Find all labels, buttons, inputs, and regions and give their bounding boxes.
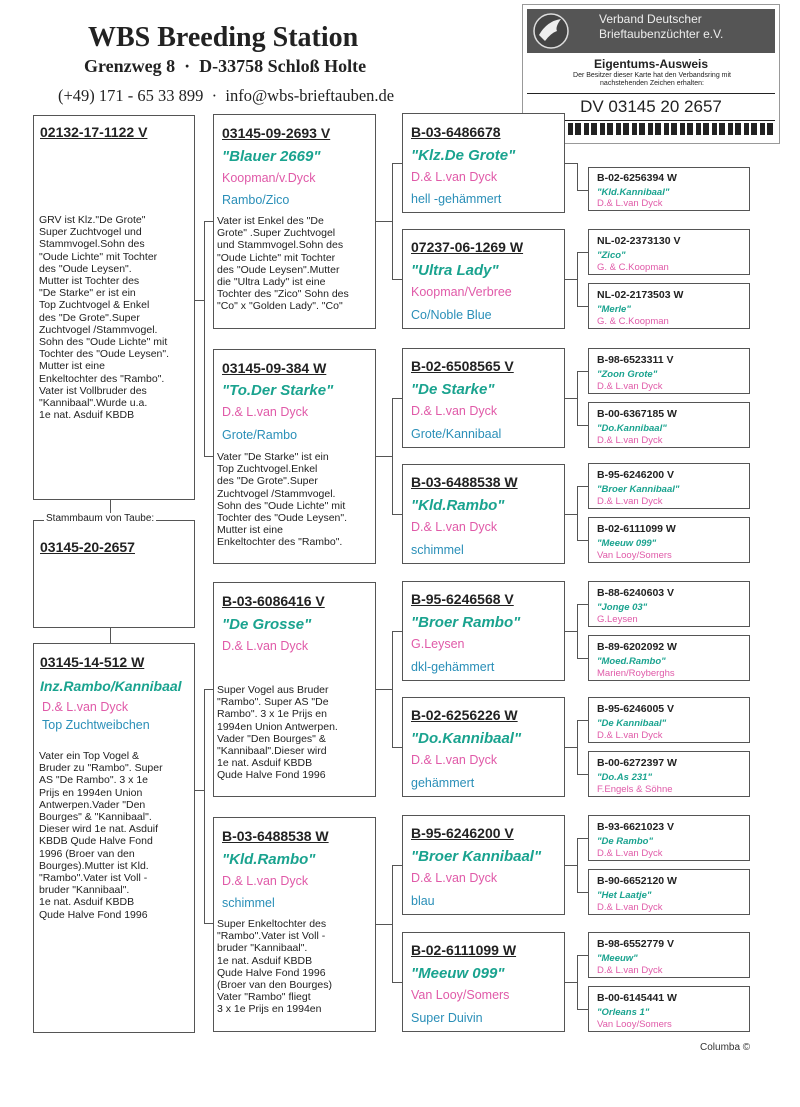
connector-line: [577, 425, 588, 426]
connector-line: [577, 892, 588, 893]
ancestor-ring: B-95-6246005 V: [597, 703, 675, 715]
ancestor-ring: B-93-6621023 V: [597, 821, 675, 833]
ancestor-box: [588, 751, 750, 797]
ancestor-name: "Meeuw 099": [597, 538, 657, 549]
connector-line: [376, 924, 392, 925]
grandparent-ring: B-03-6086416 V: [222, 593, 325, 609]
connector-line: [577, 486, 578, 541]
connector-line: [577, 955, 588, 956]
connector-line: [195, 300, 204, 301]
great-grandparent-color: Co/Noble Blue: [411, 308, 492, 322]
ancestor-breeder: F.Engels & Söhne: [597, 784, 673, 795]
connector-line: [204, 923, 213, 924]
great-grandparent-name: "Broer Kannibaal": [411, 848, 542, 865]
mother-description: Vater ein Top Vogel & Bruder zu "Rambo". Super AS "De Rambo". 3 x 1e Prijs en 1994en Union Antwerpen.Vader "Den Bourges" & "Kannibaal". Dieser wird 1e nat. Asduif KBDB Qude Halve Fond 1996 (Broer van den Bourges).Mutter ist Kld. "Rambo".Vater ist Voll - bruder "Kannibaal". 1e nat. Asduif KBDB Qude Halve Fond 1996: [39, 750, 163, 921]
mother-breeder: D.& L.van Dyck: [42, 700, 129, 714]
great-grandparent-box: [402, 348, 565, 448]
great-grandparent-color: schimmel: [411, 543, 464, 557]
great-grandparent-ring: 07237-06-1269 W: [411, 239, 524, 255]
ancestor-box: [588, 932, 750, 978]
connector-line: [577, 371, 578, 426]
mother-box: [33, 643, 195, 1033]
connector-line: [565, 163, 577, 164]
connector-line: [565, 398, 577, 399]
card-ring-number: DV 03145 20 2657: [527, 93, 775, 121]
ancestor-ring: B-02-6111099 W: [597, 523, 676, 535]
connector-line: [392, 865, 402, 866]
ancestor-box: [588, 283, 750, 329]
ancestor-breeder: G. & C.Koopman: [597, 262, 669, 273]
great-grandparent-name: "Ultra Lady": [411, 262, 499, 279]
connector-line: [577, 252, 588, 253]
grandparent-ring: 03145-09-384 W: [222, 360, 327, 376]
ancestor-breeder: D.& L.van Dyck: [597, 965, 663, 976]
ancestor-name: "Do.Kannibaal": [597, 423, 667, 434]
great-grandparent-breeder: D.& L.van Dyck: [411, 753, 498, 767]
grandparent-color: Grote/Rambo: [222, 428, 298, 442]
grandparent-breeder: D.& L.van Dyck: [222, 874, 309, 888]
ancestor-box: [588, 869, 750, 915]
subject-ring: 03145-20-2657: [40, 539, 135, 555]
great-grandparent-breeder: D.& L.van Dyck: [411, 404, 498, 418]
ancestor-name: "Zoon Grote": [597, 369, 658, 380]
ancestor-box: [588, 167, 750, 211]
ancestor-box: [588, 697, 750, 743]
connector-line: [577, 658, 588, 659]
grandparent-ring: 03145-09-2693 V: [222, 125, 331, 141]
connector-line: [577, 163, 578, 191]
ancestor-box: [588, 635, 750, 681]
great-grandparent-ring: B-95-6246200 V: [411, 825, 514, 841]
grandparent-description: Super Vogel aus Bruder "Rambo". Super AS "De Rambo". 3 x 1e Prijs en 1994en Union Antwerpen. Vader "Den Bourges" & "Kannibaal".Dieser wird 1e nat. Asduif KBDB Qude Halve Fond 1996: [217, 684, 338, 782]
connector-line: [577, 1009, 588, 1010]
great-grandparent-name: "Do.Kannibaal": [411, 730, 522, 747]
connector-line: [565, 514, 577, 515]
ancestor-name: "Orleans 1": [597, 1007, 650, 1018]
great-grandparent-ring: B-03-6486678: [411, 124, 501, 140]
great-grandparent-name: "Kld.Rambo": [411, 497, 505, 514]
connector-line: [392, 747, 402, 748]
ancestor-breeder: D.& L.van Dyck: [597, 381, 663, 392]
card-org-line2: Brieftaubenzüchter e.V.: [599, 27, 724, 41]
grandparent-breeder: D.& L.van Dyck: [222, 639, 309, 653]
card-subtitle: Der Besitzer dieser Karte hat den Verbandsring mit nachstehenden Zeichen erhalten:: [573, 72, 731, 87]
ancestor-breeder: D.& L.van Dyck: [597, 730, 663, 741]
father-description: GRV ist Klz."De Grote" Super Zuchtvogel und Stammvogel.Sohn des "Oude Lichte" mit Tochter des "Oude Leysen". Mutter ist Tochter des "De Starke" er ist ein Top Zuchtvogel & Enkel des "De Grote".Super Zuchtvogel /Stammvogel. Sohn des "Oude Lichte" mit Tochter des "Oude Leysen". Mutter ist eine Enkeltochter des "Rambo". Vater ist Vollbruder des "Kannibaal".Wurde u.a. 1e nat. Asduif KBDB: [39, 214, 170, 422]
great-grandparent-box: [402, 581, 565, 681]
great-grandparent-name: "De Starke": [411, 381, 495, 398]
great-grandparent-color: dkl-gehämmert: [411, 660, 495, 674]
ancestor-ring: NL-02-2373130 V: [597, 235, 681, 247]
ancestor-breeder: Van Looy/Somers: [597, 1019, 672, 1030]
connector-line: [392, 631, 393, 747]
subject-box: [33, 520, 195, 628]
great-grandparent-breeder: D.& L.van Dyck: [411, 871, 498, 885]
connector-line: [392, 398, 402, 399]
connector-line: [577, 838, 588, 839]
connector-line: [577, 371, 588, 372]
ancestor-name: "Moed.Rambo": [597, 656, 666, 667]
ancestor-name: "Do.As 231": [597, 772, 652, 783]
grandparent-box: [213, 114, 376, 329]
great-grandparent-color: Super Duivin: [411, 1011, 483, 1025]
ancestor-breeder: G.Leysen: [597, 614, 638, 625]
connector-line: [204, 689, 205, 924]
grandparent-box: [213, 349, 376, 564]
great-grandparent-name: "Klz.De Grote": [411, 147, 516, 164]
grandparent-name: "Kld.Rambo": [222, 851, 316, 868]
ancestor-breeder: D.& L.van Dyck: [597, 435, 663, 446]
great-grandparent-box: [402, 697, 565, 797]
grandparent-description: Vater "De Starke" ist ein Top Zuchtvogel.Enkel des "De Grote".Super Zuchtvogel /Stammvogel. Sohn des "Oude Lichte" mit Tochter des "Oude Leysen". Mutter ist eine Enkeltochter des "Rambo".: [217, 451, 348, 549]
address-line: Grenzweg 8 · D-33758 Schloß Holte: [84, 56, 367, 76]
connector-line: [565, 982, 577, 983]
ancestor-box: [588, 463, 750, 509]
mother-color: Top Zuchtweibchen: [42, 718, 150, 732]
great-grandparent-breeder: Van Looy/Somers: [411, 988, 510, 1002]
great-grandparent-ring: B-02-6256226 W: [411, 707, 518, 723]
ancestor-box: [588, 815, 750, 861]
connector-line: [204, 221, 205, 457]
ancestor-ring: B-98-6523311 V: [597, 354, 674, 366]
connector-line: [110, 628, 111, 643]
ancestor-box: [588, 402, 750, 448]
connector-line: [376, 456, 392, 457]
connector-line: [392, 631, 402, 632]
grandparent-box: [213, 817, 376, 1032]
connector-line: [565, 747, 577, 748]
ancestor-name: "De Rambo": [597, 836, 653, 847]
card-title: Eigentums-Ausweis: [593, 57, 709, 71]
connector-line: [577, 540, 588, 541]
grandparent-color: schimmel: [222, 896, 275, 910]
great-grandparent-box: [402, 113, 565, 213]
connector-line: [392, 514, 402, 515]
great-grandparent-box: [402, 229, 565, 329]
ancestor-name: "Broer Kannibaal": [597, 484, 680, 495]
ancestor-box: [588, 986, 750, 1032]
contact-line: (+49) 171 - 65 33 899 · info@wbs-brieftauben.de: [58, 86, 395, 105]
great-grandparent-color: blau: [411, 894, 435, 908]
ancestor-name: "Kld.Kannibaal": [597, 187, 670, 198]
connector-line: [565, 865, 577, 866]
ancestor-name: "Het Laatje": [597, 890, 652, 901]
connector-line: [577, 252, 578, 307]
grandparent-ring: B-03-6488538 W: [222, 828, 329, 844]
ancestor-name: "Jonge 03": [597, 602, 648, 613]
ancestor-ring: B-98-6552779 V: [597, 938, 675, 950]
connector-line: [204, 221, 213, 222]
father-box: [33, 115, 195, 500]
grandparent-name: "Blauer 2669": [222, 148, 321, 165]
ancestor-breeder: Marien/Royberghs: [597, 668, 675, 679]
connector-line: [392, 163, 402, 164]
ancestor-name: "Meeuw": [597, 953, 638, 964]
mother-name: Inz.Rambo/Kannibaal: [40, 678, 182, 694]
great-grandparent-color: gehämmert: [411, 776, 475, 790]
connector-line: [577, 774, 588, 775]
grandparent-breeder: D.& L.van Dyck: [222, 405, 309, 419]
grandparent-name: "De Grosse": [222, 616, 312, 633]
connector-line: [577, 306, 588, 307]
page-title: WBS Breeding Station: [88, 22, 359, 53]
great-grandparent-name: "Broer Rambo": [411, 614, 521, 631]
ancestor-breeder: G. & C.Koopman: [597, 316, 669, 327]
connector-line: [577, 720, 588, 721]
ancestor-breeder: D.& L.van Dyck: [597, 848, 663, 859]
connector-line: [392, 163, 393, 279]
ancestor-ring: NL-02-2173503 W: [597, 289, 684, 301]
great-grandparent-box: [402, 932, 565, 1032]
ancestor-ring: B-88-6240603 V: [597, 587, 675, 599]
great-grandparent-breeder: Koopman/Verbree: [411, 285, 512, 299]
ancestor-name: "Merle": [597, 304, 631, 315]
great-grandparent-box: [402, 464, 565, 564]
connector-line: [204, 689, 213, 690]
great-grandparent-name: "Meeuw 099": [411, 965, 505, 982]
great-grandparent-breeder: G.Leysen: [411, 637, 465, 651]
great-grandparent-ring: B-02-6508565 V: [411, 358, 514, 374]
subject-label: Stammbaum von Taube:: [46, 513, 155, 524]
ancestor-ring: B-00-6272397 W: [597, 757, 677, 769]
connector-line: [577, 486, 588, 487]
connector-line: [577, 720, 578, 775]
great-grandparent-color: hell -gehämmert: [411, 192, 502, 206]
ancestor-breeder: D.& L.van Dyck: [597, 902, 663, 913]
ancestor-box: [588, 581, 750, 627]
ancestor-box: [588, 229, 750, 275]
ancestor-breeder: D.& L.van Dyck: [597, 496, 663, 507]
ancestor-ring: B-02-6256394 W: [597, 172, 677, 184]
connector-line: [565, 631, 577, 632]
ancestor-name: "Zico": [597, 250, 626, 261]
great-grandparent-breeder: D.& L.van Dyck: [411, 170, 498, 184]
ancestor-breeder: D.& L.van Dyck: [597, 198, 663, 209]
connector-line: [392, 398, 393, 514]
footer-credit: Columba ©: [700, 1042, 751, 1053]
ancestor-ring: B-89-6202092 W: [597, 641, 677, 653]
grandparent-description: Vater ist Enkel des "De Grote" .Super Zuchtvogel und Stammvogel.Sohn des "Oude Lichte" mit Tochter des "Oude Leysen".Mutter die "Ultra Lady" ist eine Tochter des "Zico" Sohn des "Co" x "Golden Lady". "Co": [217, 215, 349, 313]
ancestor-ring: B-95-6246200 V: [597, 469, 675, 481]
connector-line: [195, 790, 204, 791]
ancestor-name: "De Kannibaal": [597, 718, 667, 729]
great-grandparent-breeder: D.& L.van Dyck: [411, 520, 498, 534]
connector-line: [577, 955, 578, 1010]
connector-line: [577, 838, 578, 893]
mother-ring: 03145-14-512 W: [40, 654, 145, 670]
dove-logo-icon: [531, 11, 571, 51]
connector-line: [577, 604, 578, 659]
ancestor-ring: B-90-6652120 W: [597, 875, 677, 887]
great-grandparent-ring: B-03-6488538 W: [411, 474, 518, 490]
great-grandparent-color: Grote/Kannibaal: [411, 427, 502, 441]
connector-line: [376, 221, 392, 222]
ancestor-breeder: Van Looy/Somers: [597, 550, 672, 561]
grandparent-breeder: Koopman/v.Dyck: [222, 171, 316, 185]
connector-line: [204, 456, 213, 457]
great-grandparent-box: [402, 815, 565, 915]
father-ring: 02132-17-1122 V: [40, 124, 148, 140]
great-grandparent-ring: B-95-6246568 V: [411, 591, 514, 607]
connector-line: [392, 865, 393, 982]
ancestor-ring: B-00-6145441 W: [597, 992, 677, 1004]
connector-line: [577, 190, 588, 191]
connector-line: [376, 689, 392, 690]
grandparent-name: "To.Der Starke": [222, 382, 334, 399]
ancestor-ring: B-00-6367185 W: [597, 408, 677, 420]
grandparent-color: Rambo/Zico: [222, 193, 290, 207]
ancestor-box: [588, 517, 750, 563]
grandparent-box: [213, 582, 376, 797]
connector-line: [392, 279, 402, 280]
grandparent-description: Super Enkeltochter des "Rambo".Vater ist Voll - bruder "Kannibaal". 1e nat. Asduif KBDB Qude Halve Fond 1996 (Broer van den Bourges) Vater "Rambo" fliegt 3 x 1e Prijs en 1994en: [217, 918, 332, 1016]
connector-line: [392, 982, 402, 983]
card-org-line1: Verband Deutscher: [599, 12, 702, 26]
great-grandparent-ring: B-02-6111099 W: [411, 942, 517, 958]
ancestor-box: [588, 348, 750, 394]
connector-line: [577, 604, 588, 605]
connector-line: [565, 279, 577, 280]
